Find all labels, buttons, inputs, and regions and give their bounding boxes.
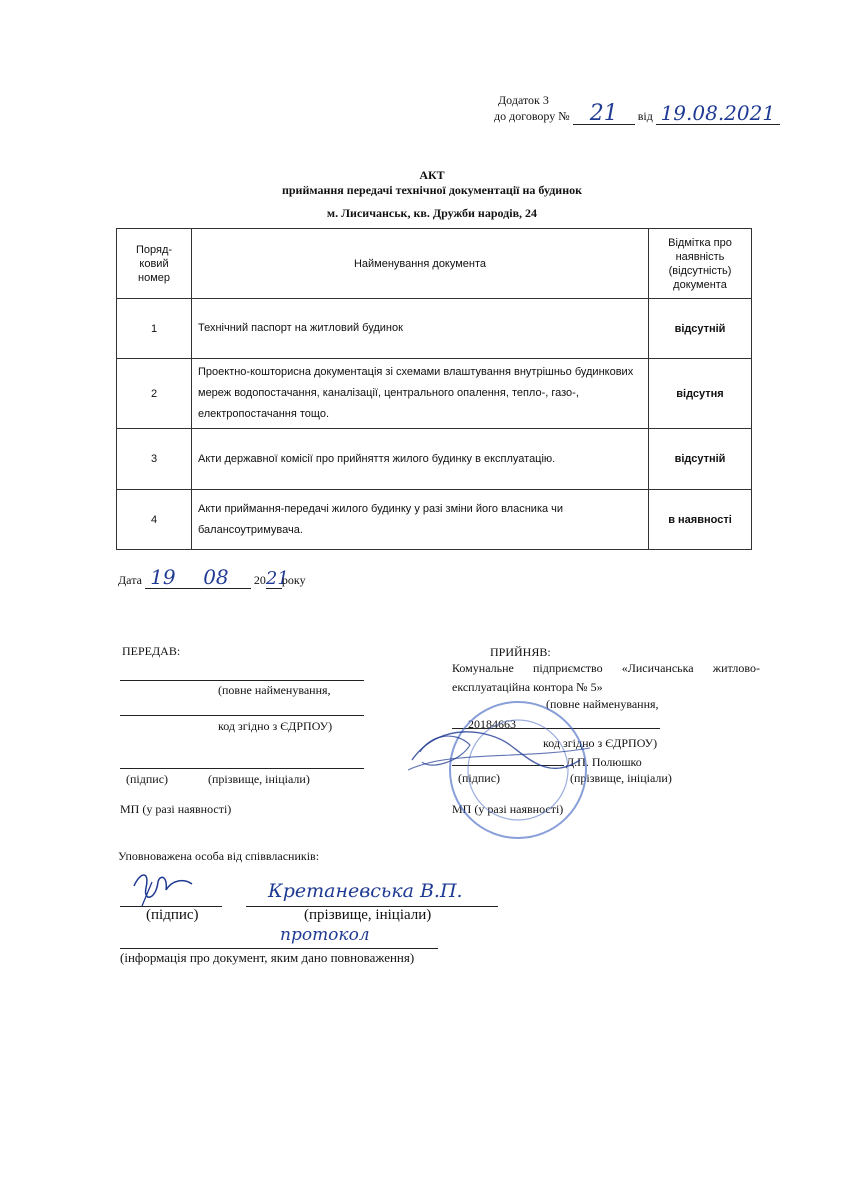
row-name: Проектно-кошторисна документація зі схемами влаштування внутрішньо будинкових мереж водопостачання, каналізації, центрального опалення, тепло-, газо-, електропостачання тощо. (192, 359, 649, 429)
row-number: 2 (117, 359, 192, 429)
contract-line (494, 101, 780, 126)
date-label: Дата (118, 573, 142, 587)
right-edrpou-code: 20184663 (468, 717, 516, 731)
act-subtitle: приймання передачі технічної документації на будинок (281, 183, 583, 197)
table-row (117, 490, 752, 550)
right-name-hint: (повне найменування, (546, 697, 659, 711)
row-status: в наявності (649, 490, 752, 550)
contract-date: 19.08.2021 (660, 101, 776, 125)
table-header-row (117, 229, 752, 299)
left-stamp: МП (у разі наявності) (120, 802, 232, 816)
row-status: відсутній (649, 429, 752, 490)
table-row (117, 429, 752, 490)
date-day: 19 (150, 565, 176, 589)
left-name-line (120, 668, 364, 681)
left-edrpou-line (120, 703, 364, 716)
authorized-name-hint: (прізвище, ініціали) (304, 907, 432, 923)
right-org-line2: експлуатаційна контора № 5» (452, 680, 603, 694)
date-year-suffix: 21 (265, 568, 289, 589)
contract-number: 21 (589, 101, 618, 126)
annex-label: Додаток 3 (498, 93, 549, 107)
row-name: Акти приймання-передачі жилого будинку у разі зміни його власника чи балансоутримувача. (192, 490, 649, 550)
right-signer: Д.П. Полюшко (566, 755, 642, 769)
row-number: 4 (117, 490, 192, 550)
right-org-line1: Комунальне підприємство «Лисичанська житлово- (452, 661, 760, 675)
date-year-prefix: 20 (253, 573, 266, 587)
date-month: 08 (203, 565, 229, 589)
authorized-label: Уповноважена особа від співвласників: (118, 849, 320, 863)
date-line (118, 565, 306, 589)
header-number: Поряд- ковий номер (117, 229, 192, 299)
authorized-handwritten-name: Кретаневська В.П. (268, 880, 463, 902)
header-status: Відмітка про наявність (відсутність) документа (649, 229, 752, 299)
header-name: Найменування документа (192, 229, 649, 299)
row-number: 1 (117, 299, 192, 359)
row-name: Акти державної комісії про прийняття жилого будинку в експлуатацію. (192, 429, 649, 490)
act-title: АКТ (419, 168, 445, 182)
date-prefix: від (637, 109, 653, 123)
authorized-handwritten-doc: протокол (280, 925, 370, 945)
right-stamp-text: МП (у разі наявності) (452, 802, 564, 816)
act-address: м. Лисичанськ, кв. Дружби народів, 24 (326, 206, 538, 220)
right-surname-hint: (прізвище, ініціали) (570, 771, 672, 785)
row-status: відсутня (649, 359, 752, 429)
row-name: Технічний паспорт на житловий будинок (192, 299, 649, 359)
date-suffix: року (281, 573, 306, 587)
documents-table (116, 228, 752, 550)
contract-prefix: до договору № (494, 109, 570, 123)
round-stamp (400, 690, 600, 850)
authorized-sign-line (120, 896, 222, 907)
left-heading: ПЕРЕДАВ: (122, 644, 181, 658)
right-heading: ПРИЙНЯВ: (490, 645, 551, 659)
left-sign-hint: (підпис) (126, 772, 169, 786)
table-row (117, 359, 752, 429)
authorized-sign-hint: (підпис) (146, 907, 199, 923)
right-edrpou-hint: код згідно з ЄДРПОУ) (543, 736, 658, 750)
authorized-doc-line (120, 938, 438, 949)
right-sign-hint: (підпис) (458, 771, 501, 785)
row-number: 3 (117, 429, 192, 490)
table-row (117, 299, 752, 359)
left-surname-hint: (прізвище, ініціали) (208, 772, 310, 786)
left-sign-line (120, 756, 364, 769)
authorized-doc-hint: (інформація про документ, яким дано повноваження) (120, 950, 415, 965)
left-name-hint: (повне найменування, (218, 683, 331, 697)
left-edrpou-hint: код згідно з ЄДРПОУ) (218, 719, 333, 733)
row-status: відсутній (649, 299, 752, 359)
